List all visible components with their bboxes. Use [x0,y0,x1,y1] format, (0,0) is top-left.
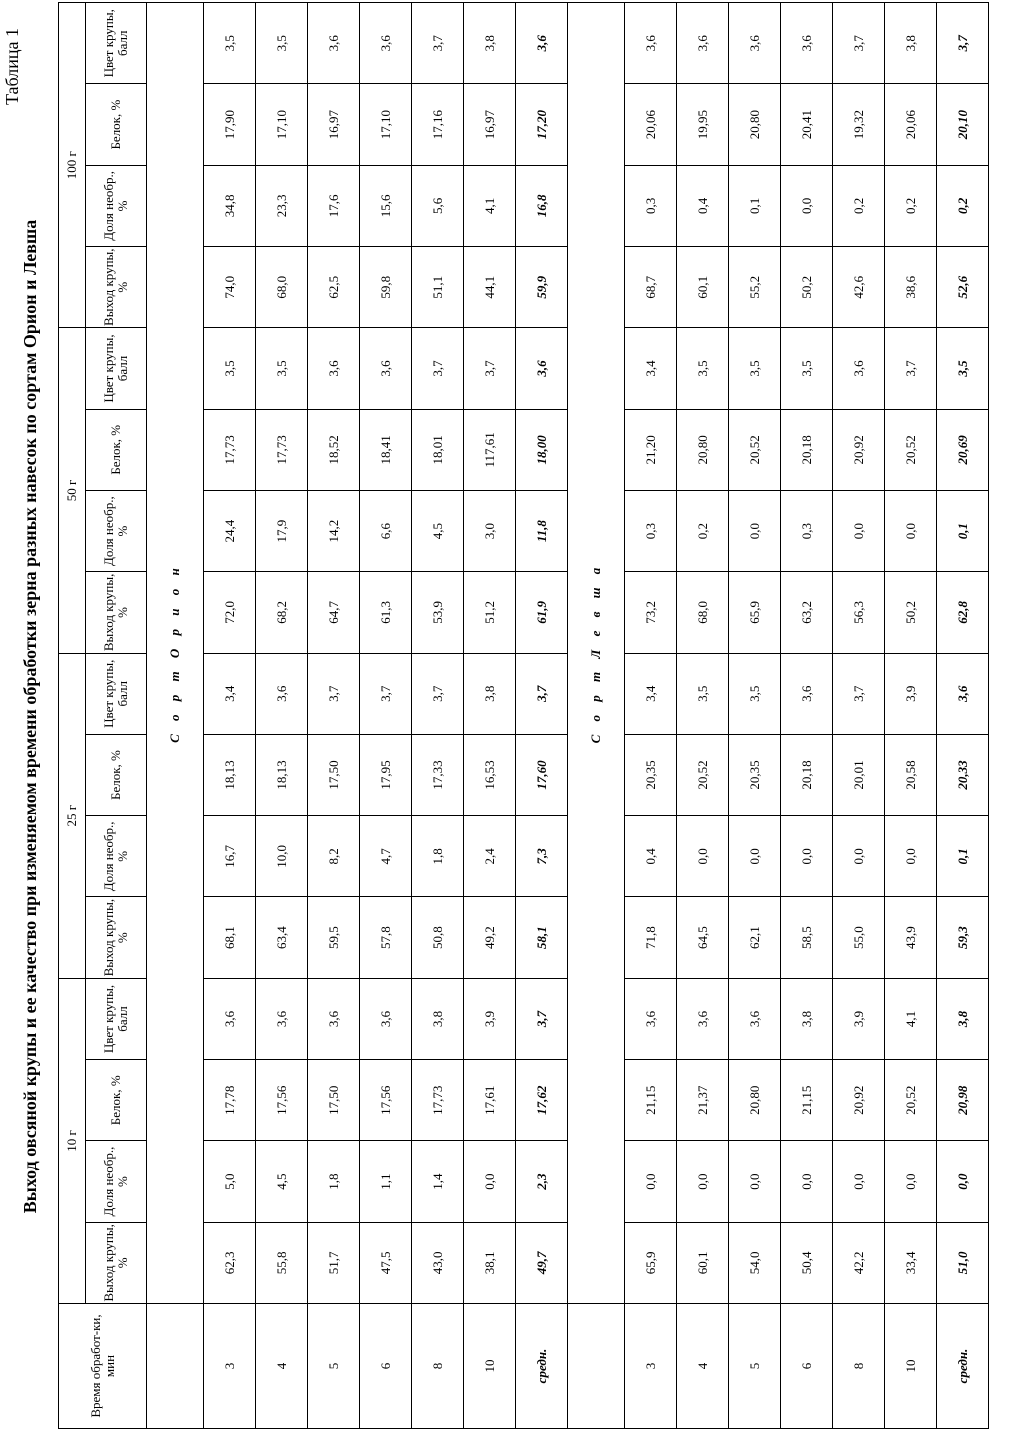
value-cell: 59,8 [360,247,412,328]
value-cell: 20,69 [937,409,989,490]
header-subcolumn: Доля необр., % [86,1141,147,1222]
table-row [256,3,308,1429]
value-cell: 3,7 [833,3,885,84]
value-cell: 20,35 [729,734,781,815]
value-cell: 62,8 [937,572,989,653]
value-cell: 17,73 [256,409,308,490]
value-cell: 61,3 [360,572,412,653]
value-cell: 0,3 [625,490,677,571]
value-cell: 3,8 [464,653,516,734]
value-cell: 68,0 [256,247,308,328]
table-title: Выход овсяной крупы и ее качество при изменяемом времени обработки зерна разных навесок по сортам Орион и Левша [20,219,40,1214]
value-cell: 3,5 [204,328,256,409]
table-row [833,3,885,1429]
value-cell: 16,8 [516,165,568,246]
value-cell: 3,6 [516,3,568,84]
value-cell: 58,1 [516,897,568,978]
value-cell: 0,0 [677,1141,729,1222]
value-cell: 58,5 [781,897,833,978]
value-cell: 17,16 [412,84,464,165]
value-cell: 17,20 [516,84,568,165]
value-cell: 3,7 [516,978,568,1059]
time-cell: 10 [464,1304,516,1429]
value-cell: 47,5 [360,1222,412,1303]
section-title: С о р т О р и о н [147,3,204,1304]
value-cell: 17,10 [360,84,412,165]
value-cell: 0,0 [625,1141,677,1222]
value-cell: 1,1 [360,1141,412,1222]
value-cell: 3,6 [781,3,833,84]
value-cell: 38,1 [464,1222,516,1303]
value-cell: 4,5 [256,1141,308,1222]
value-cell: 3,6 [677,978,729,1059]
value-cell: 73,2 [625,572,677,653]
value-cell: 17,10 [256,84,308,165]
value-cell: 3,6 [625,978,677,1059]
value-cell: 3,0 [464,490,516,571]
value-cell: 0,0 [885,1141,937,1222]
value-cell: 3,6 [204,978,256,1059]
value-cell: 17,61 [464,1060,516,1141]
value-cell: 51,0 [937,1222,989,1303]
header-group-100g: 100 г [59,3,86,328]
value-cell: 3,6 [360,328,412,409]
value-cell: 17,73 [204,409,256,490]
value-cell: 50,2 [885,572,937,653]
value-cell: 20,33 [937,734,989,815]
value-cell: 3,9 [833,978,885,1059]
value-cell: 0,0 [677,816,729,897]
value-cell: 53,9 [412,572,464,653]
header-row-columns [86,3,147,1429]
time-cell: средн. [516,1304,568,1429]
value-cell: 3,7 [412,3,464,84]
value-cell: 17,90 [204,84,256,165]
header-subcolumn: Выход крупы, % [86,247,147,328]
table-row [885,3,937,1429]
value-cell: 3,5 [677,653,729,734]
header-subcolumn: Доля необр., % [86,490,147,571]
value-cell: 21,20 [625,409,677,490]
value-cell: 0,0 [729,490,781,571]
value-cell: 0,1 [937,816,989,897]
value-cell: 3,6 [677,3,729,84]
value-cell: 18,00 [516,409,568,490]
value-cell: 3,6 [308,3,360,84]
value-cell: 3,5 [781,328,833,409]
value-cell: 3,6 [729,3,781,84]
value-cell: 17,62 [516,1060,568,1141]
value-cell: 3,7 [360,653,412,734]
value-cell: 64,5 [677,897,729,978]
value-cell: 43,0 [412,1222,464,1303]
value-cell: 0,2 [885,165,937,246]
value-cell: 3,8 [937,978,989,1059]
section-row [568,3,625,1429]
section-row [147,3,204,1429]
time-cell: 6 [360,1304,412,1429]
value-cell: 14,2 [308,490,360,571]
value-cell: 16,53 [464,734,516,815]
value-cell: 3,7 [412,328,464,409]
time-cell: 8 [833,1304,885,1429]
value-cell: 0,3 [625,165,677,246]
value-cell: 5,0 [204,1141,256,1222]
header-group-10g: 10 г [59,978,86,1303]
value-cell: 20,18 [781,409,833,490]
value-cell: 20,18 [781,734,833,815]
table-row [308,3,360,1429]
table-row [360,3,412,1429]
value-cell: 42,6 [833,247,885,328]
value-cell: 59,9 [516,247,568,328]
value-cell: 0,0 [885,816,937,897]
value-cell: 117,61 [464,409,516,490]
value-cell: 55,0 [833,897,885,978]
value-cell: 65,9 [625,1222,677,1303]
value-cell: 18,13 [256,734,308,815]
value-cell: 34,8 [204,165,256,246]
value-cell: 55,8 [256,1222,308,1303]
value-cell: 20,01 [833,734,885,815]
value-cell: 49,7 [516,1222,568,1303]
value-cell: 3,8 [885,3,937,84]
value-cell: 20,52 [729,409,781,490]
value-cell: 3,5 [729,328,781,409]
value-cell: 3,6 [256,653,308,734]
value-cell: 43,9 [885,897,937,978]
value-cell: 17,56 [256,1060,308,1141]
average-row [516,3,568,1429]
value-cell: 0,0 [729,1141,781,1222]
value-cell: 20,35 [625,734,677,815]
table-row [204,3,256,1429]
value-cell: 20,06 [885,84,937,165]
value-cell: 17,50 [308,1060,360,1141]
value-cell: 20,80 [729,1060,781,1141]
value-cell: 51,1 [412,247,464,328]
header-group-25g: 25 г [59,653,86,978]
table-label: Таблица 1 [2,28,22,105]
time-cell: 4 [256,1304,308,1429]
table-row [677,3,729,1429]
value-cell: 3,5 [729,653,781,734]
value-cell: 68,2 [256,572,308,653]
value-cell: 0,0 [937,1141,989,1222]
value-cell: 3,6 [937,653,989,734]
value-cell: 3,5 [204,3,256,84]
value-cell: 20,52 [885,1060,937,1141]
value-cell: 50,4 [781,1222,833,1303]
value-cell: 1,8 [412,816,464,897]
value-cell: 6,6 [360,490,412,571]
header-subcolumn: Цвет крупы, балл [86,328,147,409]
value-cell: 3,5 [256,3,308,84]
value-cell: 18,13 [204,734,256,815]
value-cell: 20,06 [625,84,677,165]
value-cell: 3,6 [625,3,677,84]
value-cell: 18,52 [308,409,360,490]
value-cell: 24,4 [204,490,256,571]
value-cell: 3,7 [885,328,937,409]
table-body [147,3,989,1429]
time-cell: средн. [937,1304,989,1429]
time-cell: 5 [308,1304,360,1429]
header-subcolumn: Белок, % [86,409,147,490]
value-cell: 3,4 [204,653,256,734]
value-cell: 17,6 [308,165,360,246]
value-cell: 3,6 [781,653,833,734]
value-cell: 3,8 [464,3,516,84]
value-cell: 16,97 [464,84,516,165]
value-cell: 3,6 [360,3,412,84]
value-cell: 0,0 [833,816,885,897]
header-group-50g: 50 г [59,328,86,653]
value-cell: 60,1 [677,247,729,328]
value-cell: 17,33 [412,734,464,815]
value-cell: 3,6 [516,328,568,409]
value-cell: 44,1 [464,247,516,328]
value-cell: 3,6 [308,328,360,409]
value-cell: 38,6 [885,247,937,328]
value-cell: 3,7 [464,328,516,409]
value-cell: 0,0 [781,1141,833,1222]
value-cell: 61,9 [516,572,568,653]
header-subcolumn: Выход крупы, % [86,1222,147,1303]
time-cell: 8 [412,1304,464,1429]
value-cell: 3,6 [729,978,781,1059]
table-row [464,3,516,1429]
value-cell: 0,0 [781,816,833,897]
value-cell: 3,5 [937,328,989,409]
value-cell: 0,0 [729,816,781,897]
value-cell: 68,1 [204,897,256,978]
value-cell: 0,1 [937,490,989,571]
value-cell: 0,0 [885,490,937,571]
value-cell: 50,8 [412,897,464,978]
value-cell: 4,1 [464,165,516,246]
value-cell: 3,7 [516,653,568,734]
value-cell: 17,95 [360,734,412,815]
value-cell: 3,8 [412,978,464,1059]
value-cell: 0,0 [833,1141,885,1222]
value-cell: 17,73 [412,1060,464,1141]
value-cell: 57,8 [360,897,412,978]
table-row [412,3,464,1429]
value-cell: 4,7 [360,816,412,897]
value-cell: 1,4 [412,1141,464,1222]
value-cell: 42,2 [833,1222,885,1303]
value-cell: 3,8 [781,978,833,1059]
value-cell: 51,2 [464,572,516,653]
value-cell: 20,80 [677,409,729,490]
value-cell: 20,58 [885,734,937,815]
value-cell: 0,0 [833,490,885,571]
header-subcolumn: Цвет крупы, балл [86,653,147,734]
table-row [781,3,833,1429]
value-cell: 2,4 [464,816,516,897]
value-cell: 3,5 [677,328,729,409]
value-cell: 68,7 [625,247,677,328]
value-cell: 63,4 [256,897,308,978]
value-cell: 0,2 [677,490,729,571]
time-cell: 3 [625,1304,677,1429]
value-cell: 71,8 [625,897,677,978]
value-cell: 5,6 [412,165,464,246]
value-cell: 17,50 [308,734,360,815]
value-cell: 23,3 [256,165,308,246]
value-cell: 0,2 [833,165,885,246]
value-cell: 21,37 [677,1060,729,1141]
time-cell: 10 [885,1304,937,1429]
time-cell: 5 [729,1304,781,1429]
value-cell: 11,8 [516,490,568,571]
value-cell: 63,2 [781,572,833,653]
header-subcolumn: Цвет крупы, балл [86,3,147,84]
value-cell: 62,5 [308,247,360,328]
value-cell: 3,7 [412,653,464,734]
value-cell: 21,15 [625,1060,677,1141]
value-cell: 0,4 [677,165,729,246]
value-cell: 65,9 [729,572,781,653]
value-cell: 3,4 [625,328,677,409]
value-cell: 33,4 [885,1222,937,1303]
header-subcolumn: Белок, % [86,734,147,815]
section-blank-cell [568,1304,625,1429]
value-cell: 18,01 [412,409,464,490]
value-cell: 20,80 [729,84,781,165]
value-cell: 8,2 [308,816,360,897]
value-cell: 20,52 [885,409,937,490]
time-cell: 3 [204,1304,256,1429]
header-subcolumn: Белок, % [86,84,147,165]
value-cell: 17,78 [204,1060,256,1141]
value-cell: 3,7 [308,653,360,734]
value-cell: 60,1 [677,1222,729,1303]
value-cell: 49,2 [464,897,516,978]
section-title: С о р т Л е в ш а [568,3,625,1304]
time-cell: 4 [677,1304,729,1429]
value-cell: 55,2 [729,247,781,328]
value-cell: 21,15 [781,1060,833,1141]
value-cell: 0,1 [729,165,781,246]
table-row [625,3,677,1429]
value-cell: 16,97 [308,84,360,165]
value-cell: 3,6 [308,978,360,1059]
section-blank-cell [147,1304,204,1429]
value-cell: 20,98 [937,1060,989,1141]
table-row [729,3,781,1429]
value-cell: 20,41 [781,84,833,165]
value-cell: 7,3 [516,816,568,897]
value-cell: 19,95 [677,84,729,165]
header-subcolumn: Доля необр., % [86,816,147,897]
average-row [937,3,989,1429]
value-cell: 1,8 [308,1141,360,1222]
value-cell: 20,52 [677,734,729,815]
header-row-groups [59,3,86,1429]
value-cell: 18,41 [360,409,412,490]
value-cell: 3,4 [625,653,677,734]
value-cell: 59,5 [308,897,360,978]
value-cell: 0,3 [781,490,833,571]
value-cell: 3,6 [256,978,308,1059]
value-cell: 68,0 [677,572,729,653]
value-cell: 20,92 [833,1060,885,1141]
value-cell: 3,9 [885,653,937,734]
value-cell: 54,0 [729,1222,781,1303]
value-cell: 0,4 [625,816,677,897]
time-cell: 6 [781,1304,833,1429]
value-cell: 0,2 [937,165,989,246]
value-cell: 3,6 [360,978,412,1059]
header-subcolumn: Доля необр., % [86,165,147,246]
value-cell: 0,0 [781,165,833,246]
value-cell: 4,1 [885,978,937,1059]
value-cell: 17,60 [516,734,568,815]
data-table [58,2,989,1429]
value-cell: 3,7 [937,3,989,84]
value-cell: 3,6 [833,328,885,409]
header-time: Время обработ-ки, мин [59,1304,147,1429]
header-subcolumn: Белок, % [86,1060,147,1141]
value-cell: 10,0 [256,816,308,897]
value-cell: 15,6 [360,165,412,246]
value-cell: 64,7 [308,572,360,653]
header-subcolumn: Выход крупы, % [86,897,147,978]
value-cell: 3,7 [833,653,885,734]
value-cell: 17,9 [256,490,308,571]
header-subcolumn: Выход крупы, % [86,572,147,653]
value-cell: 62,1 [729,897,781,978]
value-cell: 0,0 [464,1141,516,1222]
value-cell: 17,56 [360,1060,412,1141]
value-cell: 56,3 [833,572,885,653]
value-cell: 3,5 [256,328,308,409]
value-cell: 52,6 [937,247,989,328]
value-cell: 20,92 [833,409,885,490]
value-cell: 74,0 [204,247,256,328]
value-cell: 62,3 [204,1222,256,1303]
value-cell: 72,0 [204,572,256,653]
value-cell: 4,5 [412,490,464,571]
value-cell: 3,9 [464,978,516,1059]
value-cell: 19,32 [833,84,885,165]
value-cell: 2,3 [516,1141,568,1222]
header-subcolumn: Цвет крупы, балл [86,978,147,1059]
value-cell: 16,7 [204,816,256,897]
value-cell: 51,7 [308,1222,360,1303]
value-cell: 50,2 [781,247,833,328]
value-cell: 20,10 [937,84,989,165]
value-cell: 59,3 [937,897,989,978]
